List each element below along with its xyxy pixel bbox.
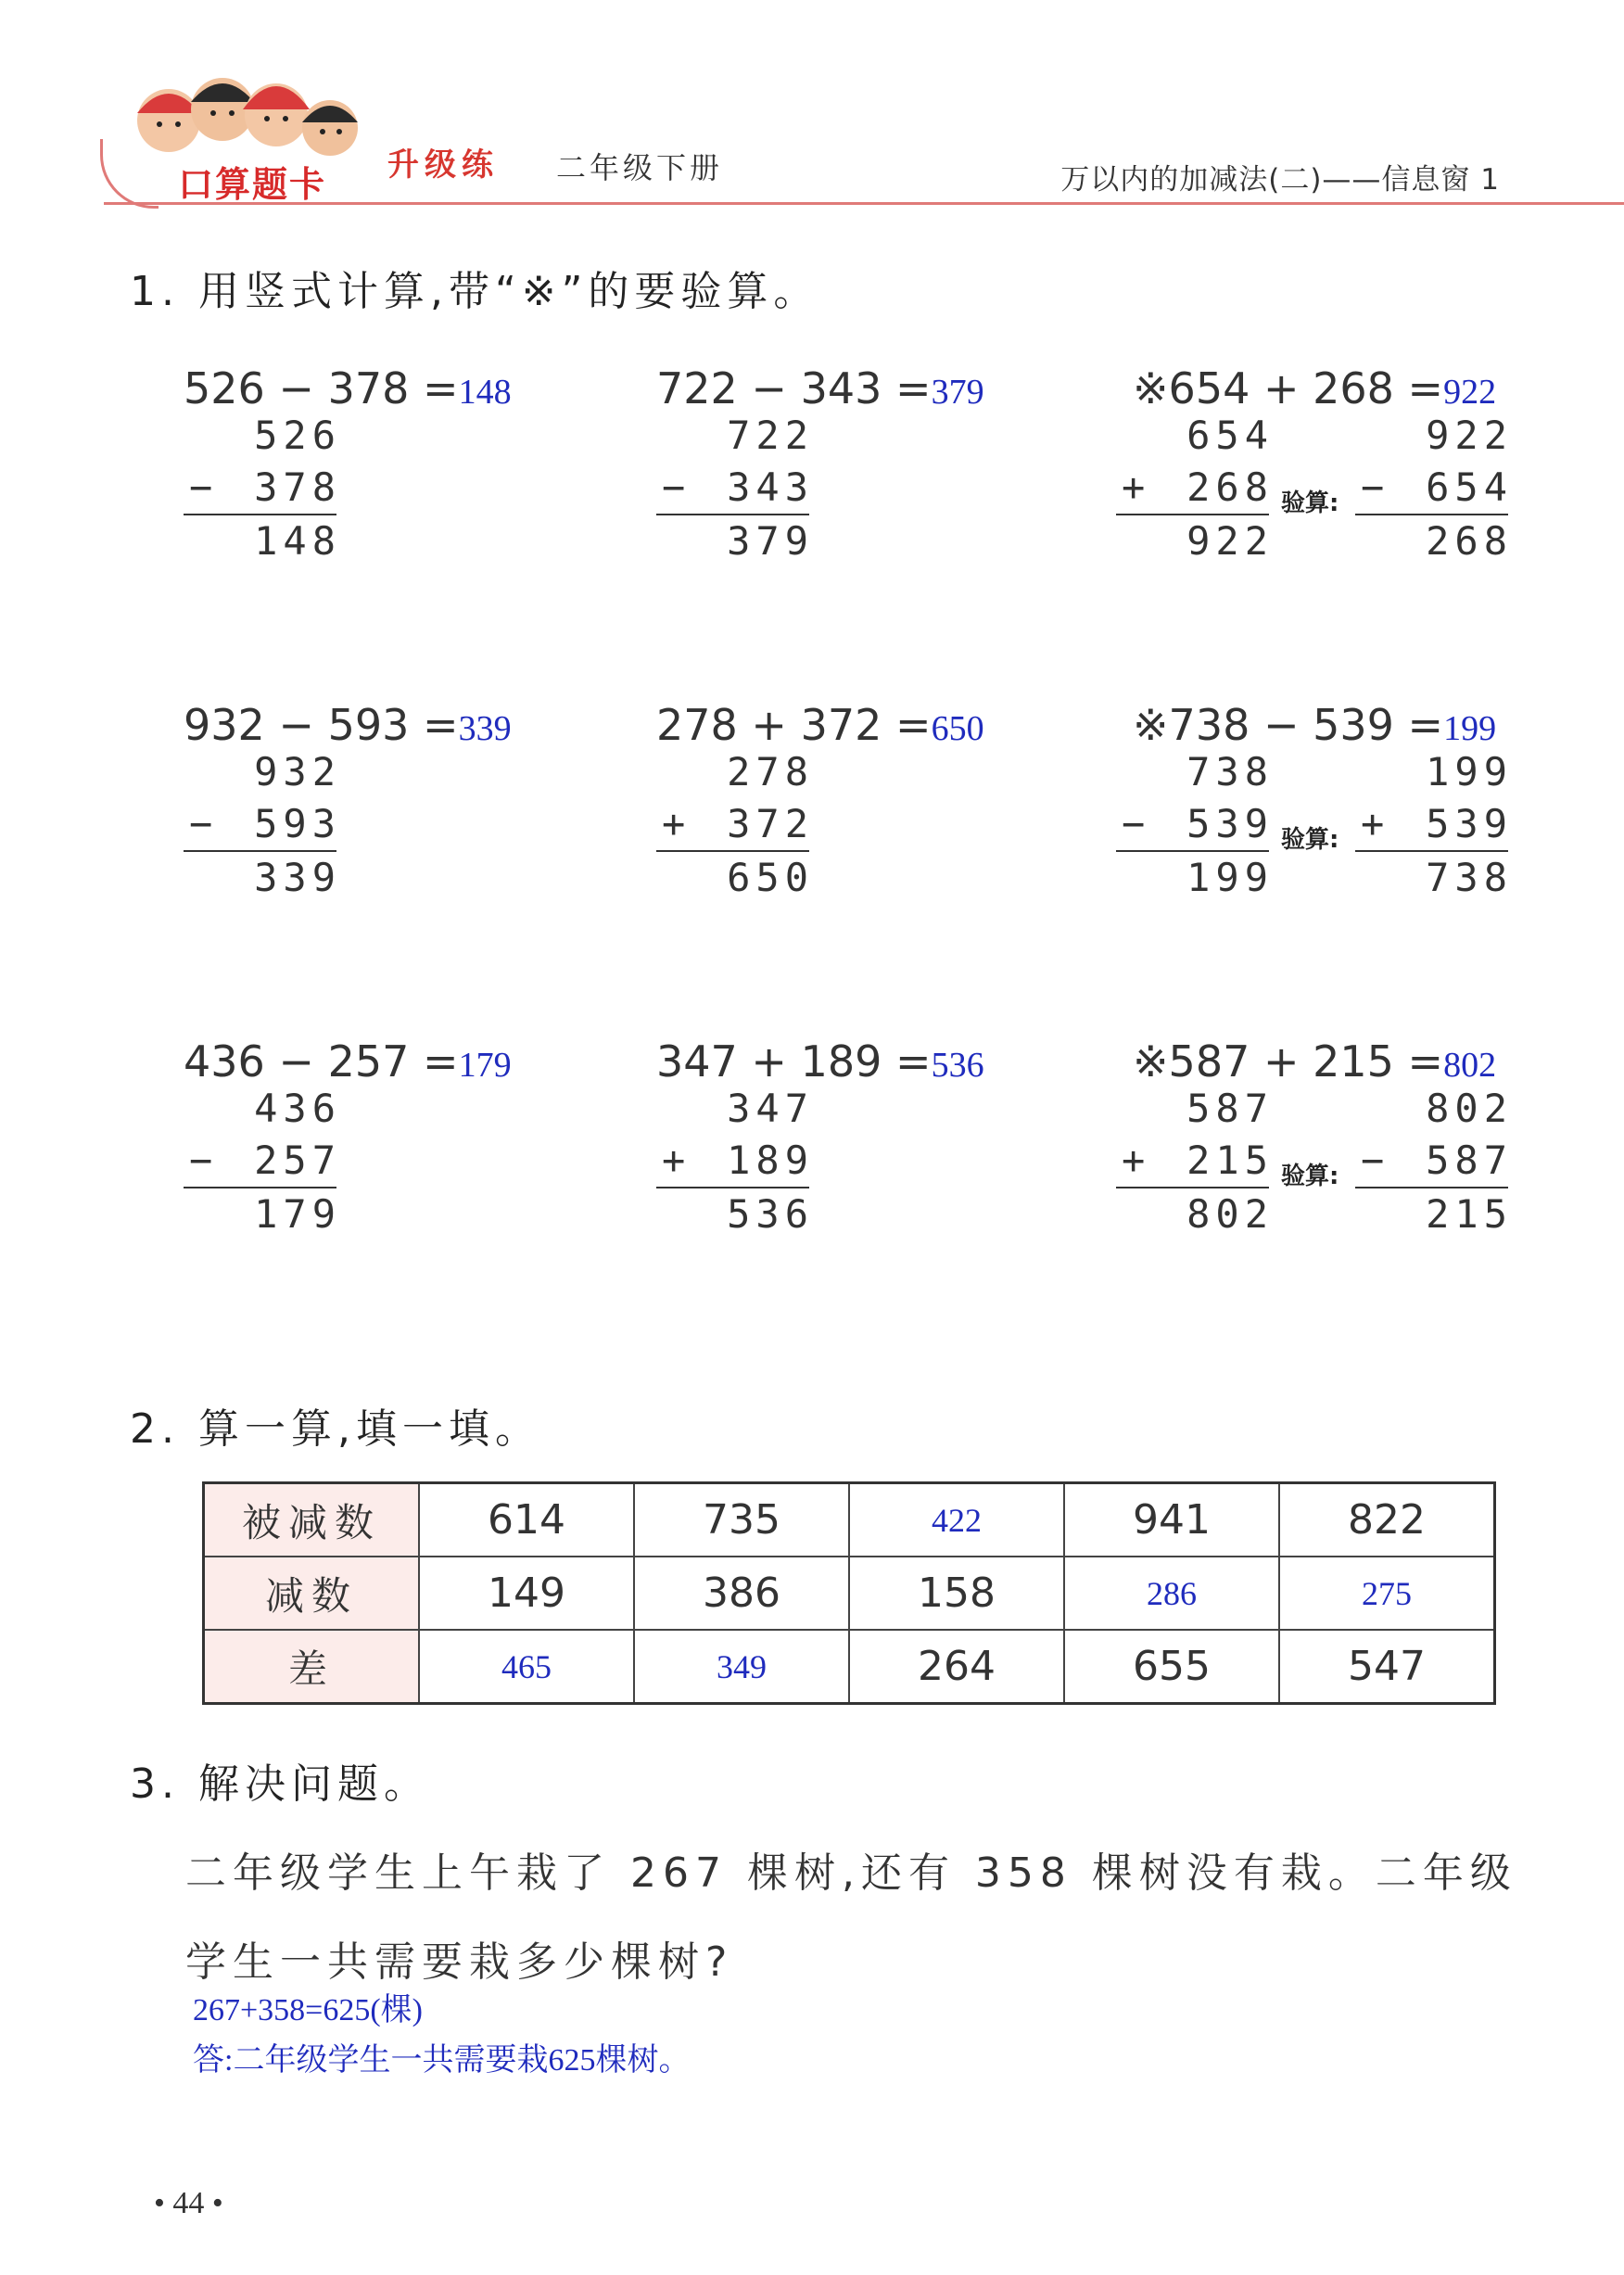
equation — [656, 700, 984, 750]
operator-sign: + — [662, 1138, 691, 1183]
equation-answer: 148 — [458, 373, 512, 412]
table-cell-answer: 422 — [849, 1483, 1064, 1557]
vertical-calculation — [184, 746, 341, 913]
vertical-bottom: 593 — [254, 801, 341, 846]
vertical-result: 148 — [254, 518, 341, 564]
table-cell: 614 — [419, 1483, 634, 1557]
q1-number: 1. — [130, 268, 180, 315]
vertical-result: 215 — [1426, 1191, 1513, 1237]
sum-line — [1355, 1187, 1508, 1188]
equation — [656, 363, 984, 413]
equation-text: 347 + 189 = — [656, 1036, 932, 1087]
q2-title-text: 算一算,填一填。 — [197, 1405, 541, 1453]
q2-number: 2. — [130, 1405, 180, 1453]
logo-text: 口算题卡 — [178, 164, 327, 205]
vertical-calculation — [656, 746, 814, 913]
vertical-top: 526 — [254, 413, 341, 458]
check-calculation — [1355, 1083, 1513, 1250]
table-cell-answer: 349 — [634, 1630, 849, 1704]
check-required-mark: ※ — [1133, 1036, 1169, 1087]
equation-text: 654 + 268 = — [1168, 363, 1444, 413]
equation — [184, 700, 512, 750]
q3-title — [130, 1750, 430, 1810]
equation-answer: 199 — [1443, 709, 1497, 748]
operator-sign: + — [1122, 464, 1151, 510]
brand-label: 升级练 — [387, 146, 499, 184]
vertical-top: 199 — [1426, 749, 1513, 794]
chapter-title: 万以内的加减法(二)——信息窗 1 — [1060, 163, 1500, 197]
vertical-bottom: 257 — [254, 1138, 341, 1183]
equation-text: 526 − 378 = — [184, 363, 459, 413]
page-number: • 44 • — [154, 2186, 223, 2220]
table-cell: 158 — [849, 1557, 1064, 1630]
q3-title-text: 解决问题。 — [197, 1760, 430, 1808]
vertical-result: 922 — [1186, 518, 1274, 564]
sum-line — [1116, 514, 1269, 515]
check-calculation — [1355, 410, 1513, 577]
solution-equation: 267+358=625(棵) — [193, 1993, 423, 2027]
equation-text: 436 − 257 = — [184, 1036, 459, 1087]
equation — [1133, 363, 1496, 413]
sum-line — [1355, 850, 1508, 852]
check-label: 验算: — [1281, 489, 1339, 517]
check-calculation — [1355, 746, 1513, 913]
vertical-top: 932 — [254, 749, 341, 794]
operator-sign: − — [1361, 1138, 1390, 1183]
equation — [1133, 700, 1496, 750]
vertical-top: 347 — [727, 1086, 814, 1131]
equation-answer: 802 — [1443, 1046, 1497, 1085]
vertical-calculation — [1116, 746, 1274, 913]
table-row — [204, 1630, 1495, 1704]
table-cell: 547 — [1279, 1630, 1495, 1704]
equation-answer: 922 — [1443, 373, 1497, 412]
sum-line — [1116, 1187, 1269, 1188]
word-problem-line2: 学生一共需要栽多少棵树? — [185, 1938, 734, 1986]
equation-answer: 339 — [458, 709, 512, 748]
sum-line — [1355, 514, 1508, 515]
operator-sign: − — [1122, 801, 1151, 846]
sum-line — [184, 514, 336, 515]
vertical-result: 536 — [727, 1191, 814, 1237]
vertical-bottom: 539 — [1426, 801, 1513, 846]
vertical-result: 738 — [1426, 855, 1513, 900]
operator-sign: + — [662, 801, 691, 846]
vertical-bottom: 539 — [1186, 801, 1274, 846]
equation-answer: 536 — [931, 1046, 984, 1085]
vertical-bottom: 343 — [727, 464, 814, 510]
equation-text: 587 + 215 = — [1168, 1036, 1444, 1087]
equation-answer: 650 — [931, 709, 984, 748]
row-label: 差 — [204, 1630, 420, 1704]
vertical-bottom: 654 — [1426, 464, 1513, 510]
header-rule — [104, 202, 1624, 205]
operator-sign: − — [662, 464, 691, 510]
vertical-result: 650 — [727, 855, 814, 900]
vertical-bottom: 215 — [1186, 1138, 1274, 1183]
vertical-bottom: 189 — [727, 1138, 814, 1183]
table-cell: 822 — [1279, 1483, 1495, 1557]
table-cell: 655 — [1064, 1630, 1279, 1704]
operator-sign: − — [189, 801, 219, 846]
equation — [656, 1036, 984, 1087]
check-label: 验算: — [1281, 826, 1339, 854]
row-label: 减数 — [204, 1557, 420, 1630]
operator-sign: + — [1361, 801, 1390, 846]
vertical-calculation — [184, 410, 341, 577]
vertical-top: 587 — [1186, 1086, 1274, 1131]
vertical-top: 436 — [254, 1086, 341, 1131]
table-cell-answer: 286 — [1064, 1557, 1279, 1630]
row-label: 被减数 — [204, 1483, 420, 1557]
header-curve — [100, 139, 159, 209]
equation-text: 722 − 343 = — [656, 363, 932, 413]
vertical-top: 922 — [1426, 413, 1513, 458]
sum-line — [184, 1187, 336, 1188]
equation — [184, 363, 512, 413]
vertical-bottom: 372 — [727, 801, 814, 846]
q1-title-text: 用竖式计算,带“※”的要验算。 — [197, 268, 820, 315]
table-cell: 941 — [1064, 1483, 1279, 1557]
solution-answer: 答:二年级学生一共需要栽625棵树。 — [193, 2043, 691, 2078]
sum-line — [656, 1187, 809, 1188]
sum-line — [1116, 850, 1269, 852]
vertical-result: 179 — [254, 1191, 341, 1237]
vertical-calculation — [1116, 410, 1274, 577]
vertical-top: 278 — [727, 749, 814, 794]
q1-title — [130, 258, 819, 317]
vertical-calculation — [184, 1083, 341, 1250]
table-row — [204, 1483, 1495, 1557]
operator-sign: + — [1122, 1138, 1151, 1183]
vertical-result: 268 — [1426, 518, 1513, 564]
check-required-mark: ※ — [1133, 700, 1169, 750]
equation-text: 738 − 539 = — [1168, 700, 1444, 750]
q3-number: 3. — [130, 1760, 180, 1808]
operator-sign: − — [1361, 464, 1390, 510]
vertical-top: 802 — [1426, 1086, 1513, 1131]
equation-answer: 379 — [931, 373, 984, 412]
table-cell: 149 — [419, 1557, 634, 1630]
table-cell: 386 — [634, 1557, 849, 1630]
q2-title — [130, 1395, 541, 1455]
check-required-mark: ※ — [1133, 363, 1169, 413]
word-problem-line1: 二年级学生上午栽了 267 棵树,还有 358 棵树没有栽。二年级 — [185, 1849, 1517, 1897]
table-cell-answer: 275 — [1279, 1557, 1495, 1630]
grade-label: 二年级下册 — [556, 150, 724, 185]
sum-line — [184, 850, 336, 852]
vertical-result: 339 — [254, 855, 341, 900]
vertical-top: 722 — [727, 413, 814, 458]
table-cell-answer: 465 — [419, 1630, 634, 1704]
vertical-result: 802 — [1186, 1191, 1274, 1237]
operator-sign: − — [189, 464, 219, 510]
vertical-result: 379 — [727, 518, 814, 564]
sum-line — [656, 514, 809, 515]
vertical-top: 654 — [1186, 413, 1274, 458]
table-cell: 735 — [634, 1483, 849, 1557]
vertical-calculation — [656, 1083, 814, 1250]
vertical-calculation — [656, 410, 814, 577]
vertical-calculation — [1116, 1083, 1274, 1250]
sum-line — [656, 850, 809, 852]
check-label: 验算: — [1281, 1163, 1339, 1190]
equation — [184, 1036, 512, 1087]
equation-text: 278 + 372 = — [656, 700, 932, 750]
equation — [1133, 1036, 1496, 1087]
vertical-bottom: 268 — [1186, 464, 1274, 510]
equation-text: 932 − 593 = — [184, 700, 459, 750]
vertical-bottom: 378 — [254, 464, 341, 510]
vertical-bottom: 587 — [1426, 1138, 1513, 1183]
vertical-top: 738 — [1186, 749, 1274, 794]
table-cell: 264 — [849, 1630, 1064, 1704]
table-row — [204, 1557, 1495, 1630]
subtraction-table — [202, 1481, 1496, 1705]
vertical-result: 199 — [1186, 855, 1274, 900]
equation-answer: 179 — [458, 1046, 512, 1085]
operator-sign: − — [189, 1138, 219, 1183]
